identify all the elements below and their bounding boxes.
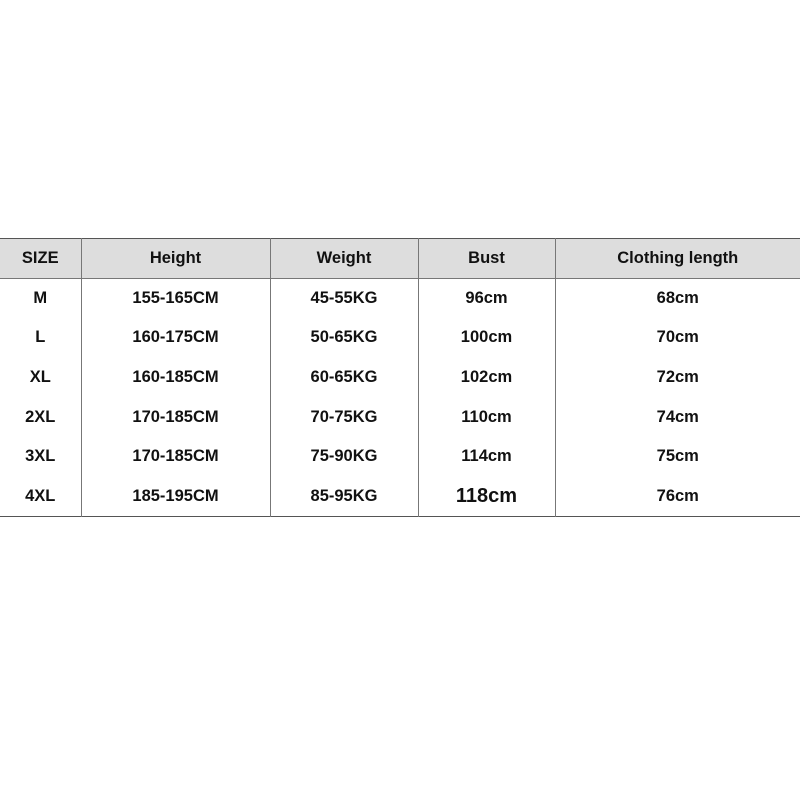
- cell-height: 170-185CM: [81, 437, 270, 477]
- cell-clothing-length: 74cm: [555, 397, 800, 437]
- table-row: [0, 437, 800, 477]
- cell-bust: 102cm: [418, 358, 555, 398]
- cell-clothing-length: 75cm: [555, 437, 800, 477]
- size-chart-header: [0, 239, 800, 279]
- cell-clothing-length: 72cm: [555, 358, 800, 398]
- cell-bust: 96cm: [418, 279, 555, 319]
- cell-bust: 118cm: [418, 476, 555, 516]
- header-size: SIZE: [21, 249, 59, 267]
- cell-size: L: [35, 328, 46, 347]
- cell-height: 160-185CM: [81, 358, 270, 398]
- cell-height: 155-165CM: [81, 279, 270, 319]
- size-chart-body: [0, 279, 800, 517]
- header-height: Height: [81, 239, 270, 279]
- table-row: [0, 476, 800, 516]
- header-row: [0, 239, 800, 279]
- cell-weight: 75-90KG: [270, 437, 418, 477]
- table-row: [0, 318, 800, 358]
- table-row: [0, 358, 800, 398]
- table-row: [0, 397, 800, 437]
- cell-height: 160-175CM: [81, 318, 270, 358]
- cell-weight: 85-95KG: [270, 476, 418, 516]
- cell-weight: 50-65KG: [270, 318, 418, 358]
- cell-size: XL: [29, 367, 51, 386]
- header-clothing-length: Clothing length: [555, 239, 800, 279]
- cell-bust: 100cm: [418, 318, 555, 358]
- cell-bust: 114cm: [418, 437, 555, 477]
- cell-clothing-length: 76cm: [555, 476, 800, 516]
- cell-height: 185-195CM: [81, 476, 270, 516]
- size-chart-table: [0, 238, 800, 517]
- table-row: [0, 279, 800, 319]
- cell-bust: 110cm: [418, 397, 555, 437]
- cell-size: 2XL: [25, 407, 56, 426]
- header-bust: Bust: [418, 239, 555, 279]
- cell-height: 170-185CM: [81, 397, 270, 437]
- cell-weight: 60-65KG: [270, 358, 418, 398]
- cell-weight: 45-55KG: [270, 279, 418, 319]
- cell-clothing-length: 68cm: [555, 279, 800, 319]
- cell-clothing-length: 70cm: [555, 318, 800, 358]
- cell-size: 4XL: [25, 486, 56, 505]
- cell-weight: 70-75KG: [270, 397, 418, 437]
- cell-size: M: [33, 289, 48, 308]
- cell-size: 3XL: [25, 447, 56, 466]
- header-weight: Weight: [270, 239, 418, 279]
